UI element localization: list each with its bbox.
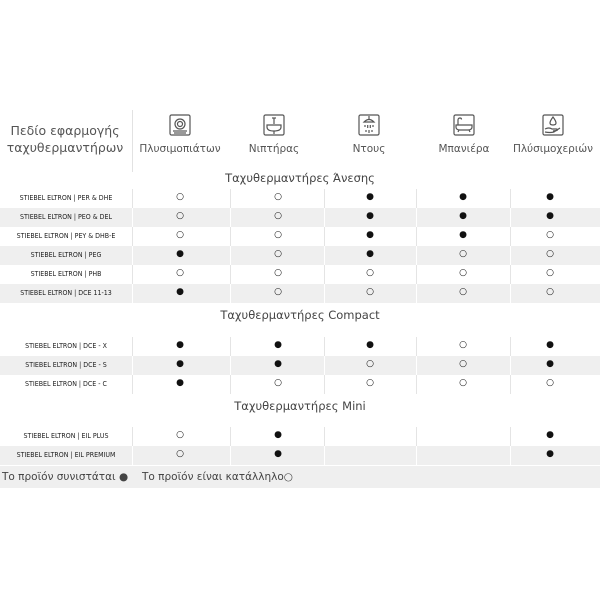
column-bathtub [418,114,510,155]
cell-divider [416,208,417,227]
table-title [0,122,130,156]
cell-divider [324,337,325,356]
legend-suitable: Το προϊόν είναι κατάλληλο○ [142,471,293,483]
suitable-mark: ○ [274,287,282,297]
suitable-mark: ○ [274,211,282,221]
cell-divider [324,246,325,265]
recommended-mark: ● [366,340,374,350]
column-label: Πλυσιμοπιάτων [139,143,221,155]
cell-divider [510,227,511,246]
cell-divider [230,189,231,208]
cell-divider [510,246,511,265]
section-title-compact: Ταχυθερμαντήρες Compact [220,308,380,322]
cell-divider [324,375,325,394]
suitable-mark: ○ [459,340,467,350]
cell-divider [132,265,133,284]
table-row [0,337,600,356]
suitable-mark: ○ [176,211,184,221]
cell-divider [324,189,325,208]
cell-divider [416,427,417,446]
table-row [0,284,600,303]
suitable-mark: ○ [274,378,282,388]
cell-divider [510,265,511,284]
cell-divider [324,265,325,284]
shower-icon [358,114,380,136]
cell-divider [230,427,231,446]
section-title-mini: Ταχυθερμαντήρες Mini [234,399,366,413]
header-divider [132,110,133,172]
recommended-mark: ● [176,359,184,369]
table-row [0,427,600,446]
suitable-mark: ○ [546,378,554,388]
row-label: STIEBEL ELTRON | DCE - S [25,361,107,369]
cell-divider [230,227,231,246]
recommended-mark: ● [546,430,554,440]
suitable-mark: ○ [546,268,554,278]
recommended-mark: ● [366,249,374,259]
cell-divider [132,284,133,303]
suitable-mark: ○ [176,430,184,440]
column-handwashing [507,114,599,155]
row-label: STIEBEL ELTRON | PEG [30,251,102,259]
suitable-mark: ○ [459,287,467,297]
suitable-mark: ○ [274,249,282,259]
column-label: Ντους [352,143,386,155]
column-label: Πλύσιμοχεριών [512,143,594,155]
suitable-mark: ○ [176,268,184,278]
recommended-mark: ● [274,340,282,350]
cell-divider [132,356,133,375]
row-label: STIEBEL ELTRON | DCE 11-13 [20,289,112,297]
cell-divider [230,337,231,356]
cell-divider [230,446,231,465]
cell-divider [324,284,325,303]
suitable-mark: ○ [274,192,282,202]
suitable-mark: ○ [176,230,184,240]
cell-divider [416,284,417,303]
section-title-comfort: Ταχυθερμαντήρες Άνεσης [225,171,375,185]
suitable-mark: ○ [459,249,467,259]
cell-divider [132,337,133,356]
table-title-line2: ταχυθερμαντήρων [6,140,124,155]
row-label: STIEBEL ELTRON | PEO & DEL [20,213,112,221]
handwashing-icon [542,114,564,136]
cell-divider [510,208,511,227]
column-label: Μπανιέρα [438,143,490,155]
recommended-mark: ● [546,211,554,221]
column-washbasin [228,114,320,155]
recommended-mark: ● [176,249,184,259]
suitable-mark: ○ [459,359,467,369]
cell-divider [324,208,325,227]
table-row [0,208,600,227]
column-shower [323,114,415,155]
column-dishwashing [134,114,226,155]
cell-divider [324,446,325,465]
cell-divider [132,446,133,465]
cell-divider [416,189,417,208]
recommended-mark: ● [459,230,467,240]
recommended-mark: ● [176,340,184,350]
suitable-mark: ○ [366,378,374,388]
recommended-mark: ● [546,449,554,459]
recommended-mark: ● [176,287,184,297]
cell-divider [324,227,325,246]
cell-divider [416,446,417,465]
cell-divider [230,375,231,394]
row-label: STIEBEL ELTRON | DCE - C [25,380,107,388]
cell-divider [510,375,511,394]
row-label: STIEBEL ELTRON | PEY & DHB-E [16,232,116,240]
suitable-mark: ○ [459,268,467,278]
recommended-mark: ● [459,211,467,221]
cell-divider [132,227,133,246]
cell-divider [132,375,133,394]
cell-divider [132,427,133,446]
recommended-mark: ● [274,449,282,459]
table-row [0,227,600,246]
cell-divider [324,427,325,446]
washbasin-icon [263,114,285,136]
table-row [0,246,600,265]
suitable-mark: ○ [176,192,184,202]
cell-divider [416,375,417,394]
cell-divider [132,246,133,265]
cell-divider [230,356,231,375]
legend-recommended: Το προϊόν συνιστάται ● [2,471,129,483]
suitable-mark: ○ [546,230,554,240]
cell-divider [510,284,511,303]
cell-divider [416,337,417,356]
suitable-mark: ○ [366,359,374,369]
cell-divider [324,356,325,375]
suitable-mark: ○ [366,287,374,297]
cell-divider [230,284,231,303]
suitable-mark: ○ [546,287,554,297]
cell-divider [416,246,417,265]
row-label: STIEBEL ELTRON | PHB [30,270,102,278]
suitable-mark: ○ [176,449,184,459]
cell-divider [132,208,133,227]
recommended-mark: ● [459,192,467,202]
cell-divider [132,189,133,208]
cell-divider [416,227,417,246]
cell-divider [510,356,511,375]
row-label: STIEBEL ELTRON | EIL PREMIUM [16,451,116,459]
dishwashing-icon [169,114,191,136]
table-row [0,189,600,208]
cell-divider [510,446,511,465]
recommended-mark: ● [366,230,374,240]
column-label: Νιπτήρας [248,143,300,155]
suitable-mark: ○ [546,249,554,259]
row-label: STIEBEL ELTRON | EIL PLUS [23,432,109,440]
table-row [0,265,600,284]
recommended-mark: ● [176,378,184,388]
bathtub-icon [453,114,475,136]
cell-divider [230,208,231,227]
cell-divider [416,265,417,284]
table-row [0,356,600,375]
recommended-mark: ● [366,192,374,202]
table-row [0,375,600,394]
suitable-mark: ○ [366,268,374,278]
row-label: STIEBEL ELTRON | PER & DHE [19,194,113,202]
cell-divider [510,427,511,446]
suitable-mark: ○ [274,268,282,278]
cell-divider [230,265,231,284]
cell-divider [416,356,417,375]
table-row [0,446,600,465]
recommended-mark: ● [546,192,554,202]
cell-divider [510,337,511,356]
table-title-line1: Πεδίο εφαρμογής [10,123,120,138]
suitable-mark: ○ [459,378,467,388]
cell-divider [230,246,231,265]
cell-divider [510,189,511,208]
recommended-mark: ● [366,211,374,221]
recommended-mark: ● [546,359,554,369]
legend-bar [0,466,600,488]
recommended-mark: ● [274,359,282,369]
recommended-mark: ● [274,430,282,440]
recommended-mark: ● [546,340,554,350]
suitable-mark: ○ [274,230,282,240]
row-label: STIEBEL ELTRON | DCE - X [25,342,107,350]
